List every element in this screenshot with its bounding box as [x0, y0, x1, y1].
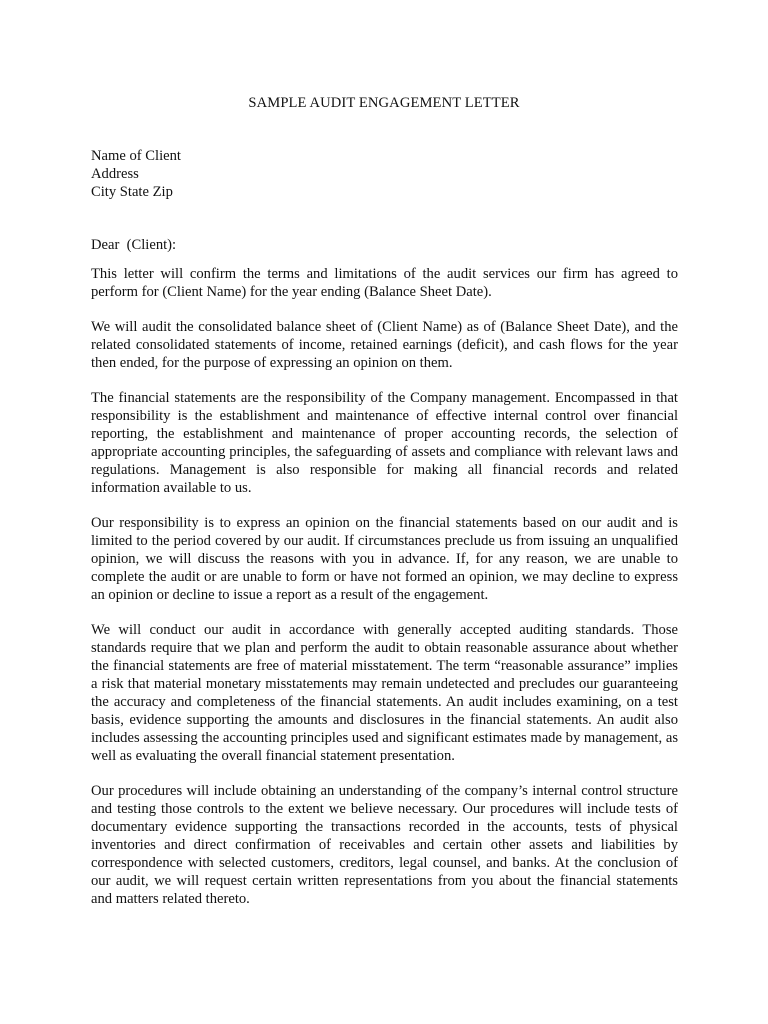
document-title: SAMPLE AUDIT ENGAGEMENT LETTER: [248, 95, 520, 111]
paragraph-auditor-responsibility: Our responsibility is to express an opinion on the financial statements based on our audit and is limited to the period covered by our audit. If circumstances preclude us from issuing an unqualified opinion, we will discuss the reasons with you in advance. If, for any reason, we are unable to complete the audit or are unable to form or have not formed an opinion, we may decline to express an opinion or decline to issue a report as a result of the engagement.: [91, 515, 678, 603]
paragraph-engagement-terms: This letter will confirm the terms and limitations of the audit services our firm has agreed to perform for (Client Name) for the year ending (Balance Sheet Date).: [91, 266, 678, 300]
salutation: Dear (Client):: [91, 237, 177, 253]
client-address-block: [91, 147, 181, 201]
paragraph-audit-scope: We will audit the consolidated balance sheet of (Client Name) as of (Balance Sheet Date), and the related consolidated statements of income, retained earnings (deficit), and cash flows for the year then ended, for the purpose of expressing an opinion on them.: [91, 319, 678, 371]
client-city-state-zip-line: City State Zip: [91, 184, 173, 200]
paragraph-management-responsibility: The financial statements are the responsibility of the Company management. Encompassed in that responsibility is the establishment and maintenance of effective internal control over financial reporting, the establishment and maintenance of proper accounting records, the selection of appropriate accounting principles, the safeguarding of assets and compliance with relevant laws and regulations. Management is also responsible for making all financial records and related information available to us.: [91, 390, 678, 496]
client-address-line: Address: [91, 166, 139, 182]
paragraph-auditing-standards: We will conduct our audit in accordance with generally accepted auditing standards. Those standards require that we plan and perform the audit to obtain reasonable assurance about whether the financial statements are free of material misstatement. The term “reasonable assurance” implies a risk that material monetary misstatements may remain undetected and precludes our guaranteeing the accuracy and completeness of the financial statements. An audit includes examining, on a test basis, evidence supporting the amounts and disclosures in the financial statements. An audit also includes assessing the accounting principles used and significant estimates made by management, as well as evaluating the overall financial statement presentation.: [91, 622, 678, 764]
client-name-line: Name of Client: [91, 148, 181, 164]
letter-body: [91, 265, 678, 925]
paragraph-procedures: Our procedures will include obtaining an understanding of the company’s internal control structure and testing those controls to the extent we believe necessary. Our procedures will include tests of documentary evidence supporting the transactions recorded in the accounts, tests of physical inventories and direct confirmation of receivables and certain other assets and liabilities by correspondence with selected customers, creditors, legal counsel, and banks. At the conclusion of our audit, we will request certain written representations from you about the financial statements and matters related thereto.: [91, 783, 678, 907]
